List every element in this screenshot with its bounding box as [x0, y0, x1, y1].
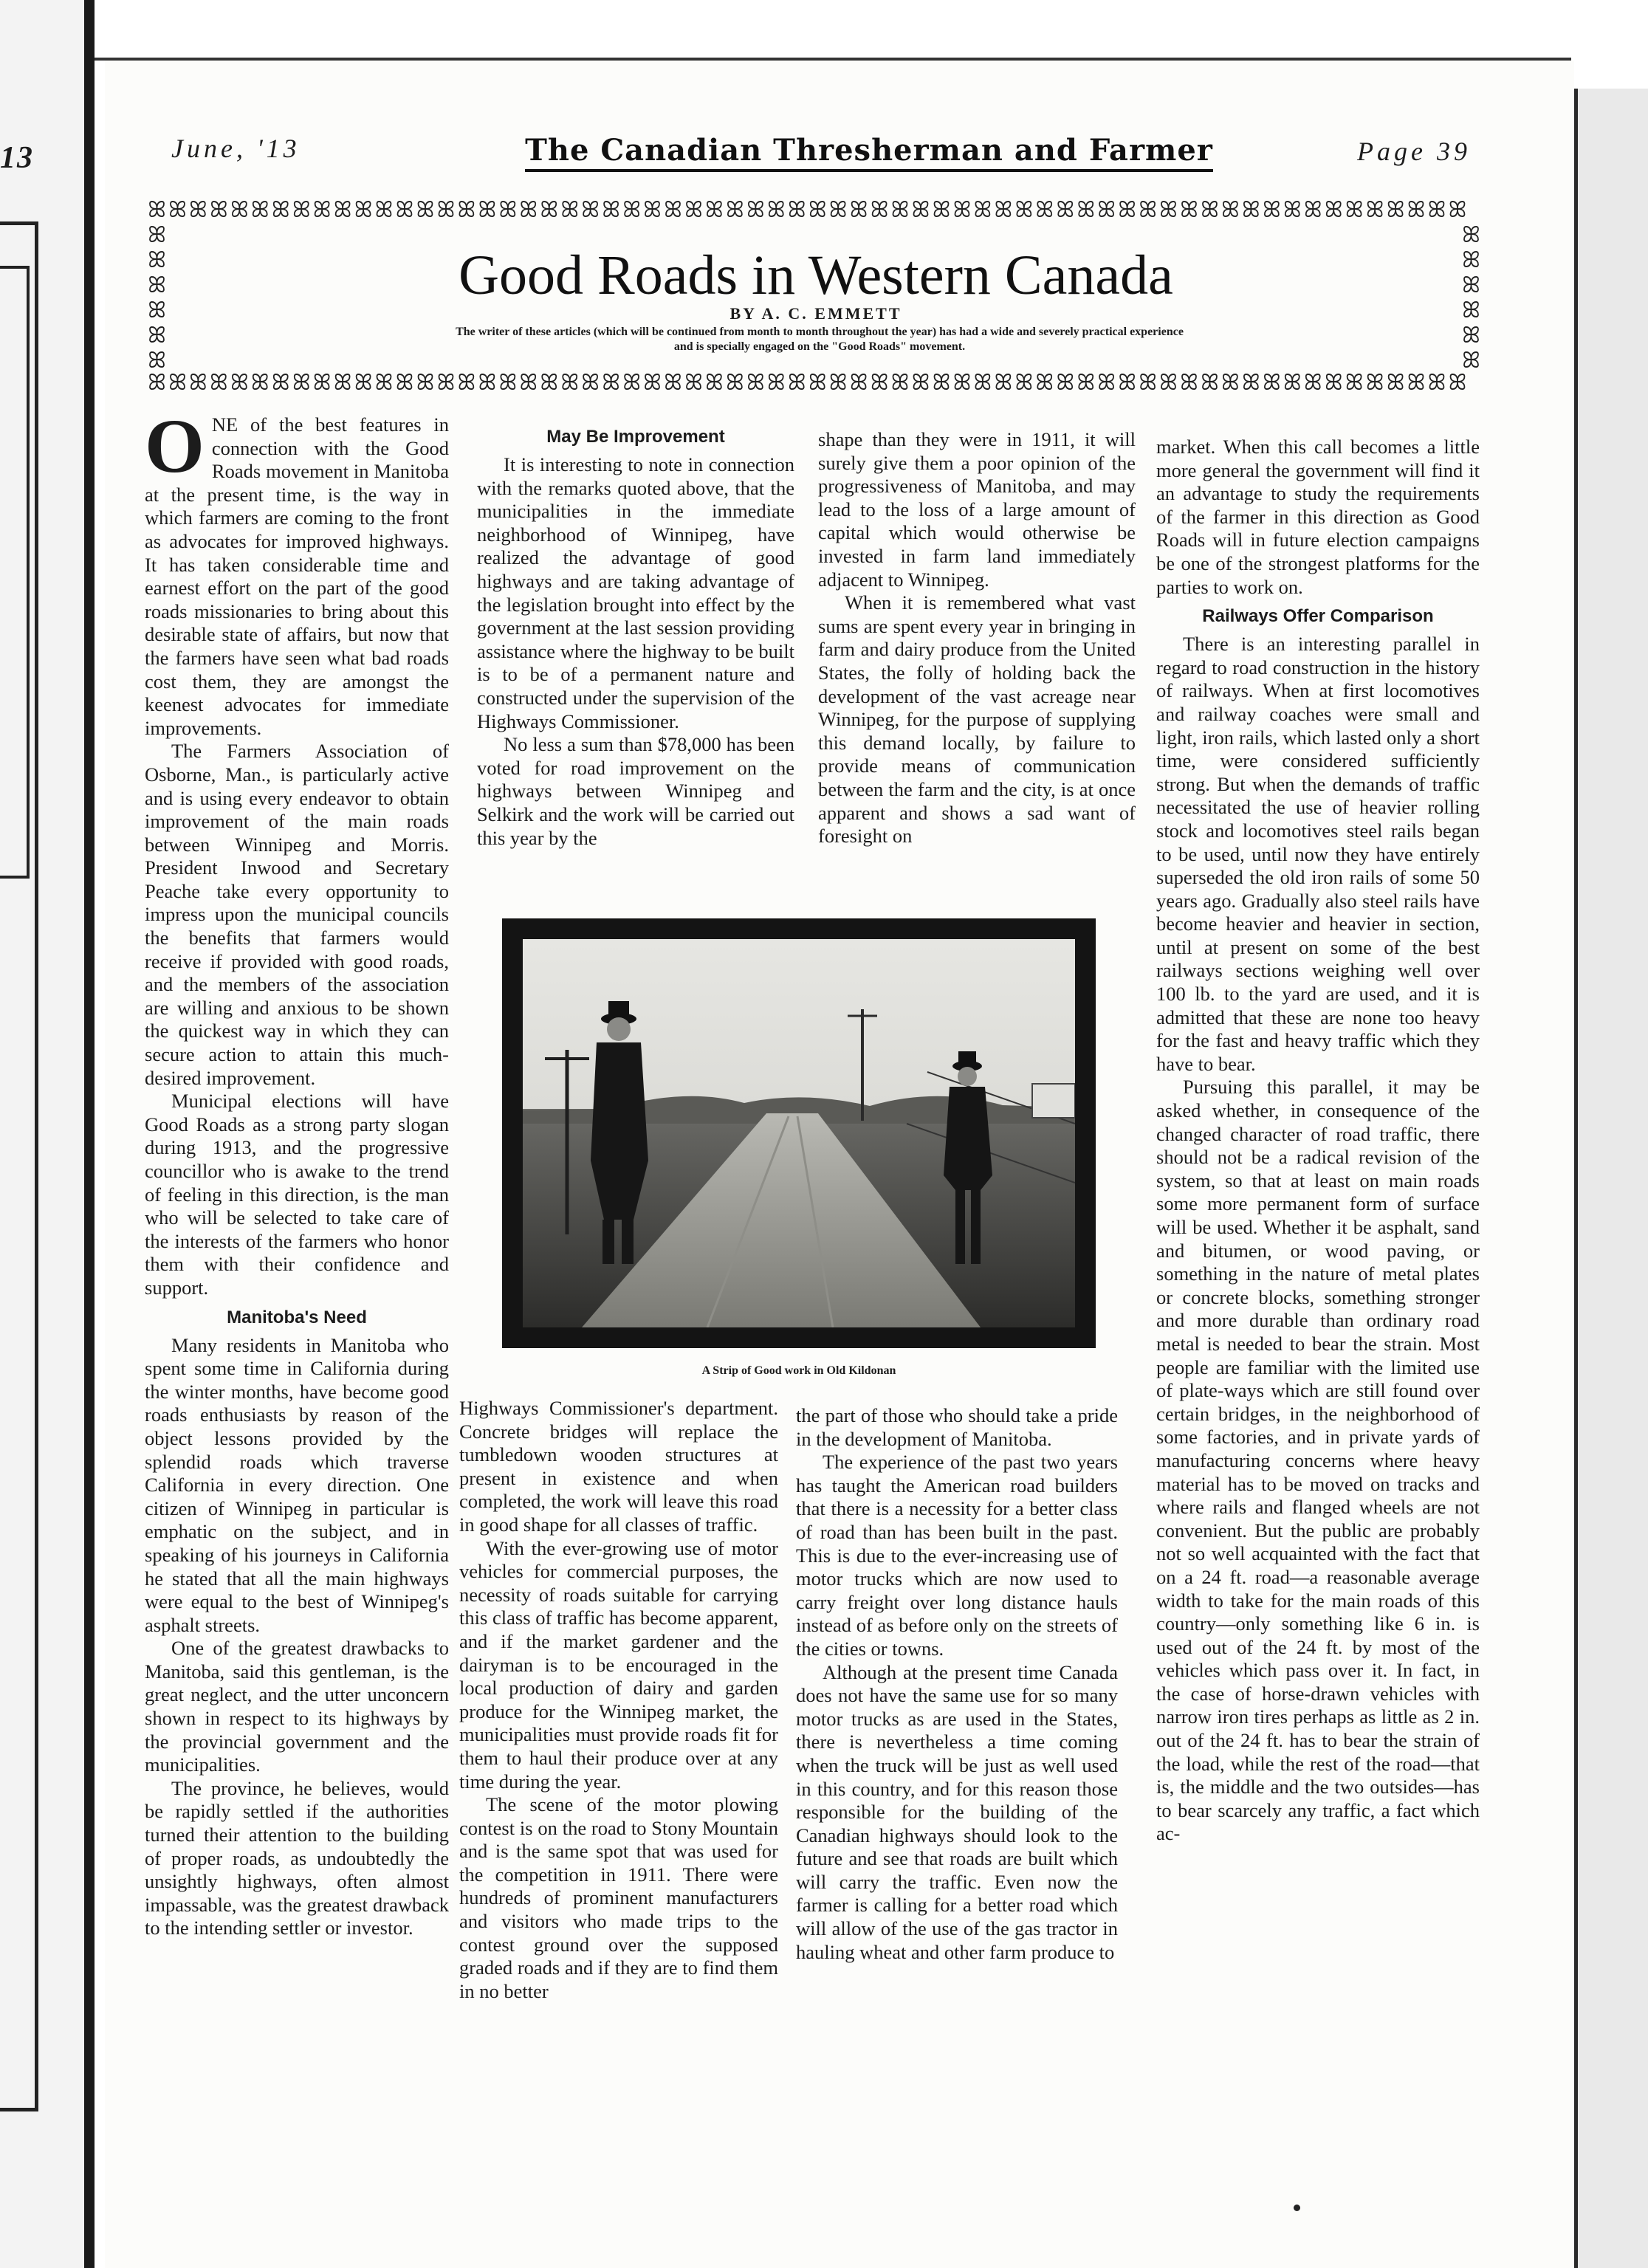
paragraph: The scene of the motor plowing contest is on the road to Stony Mountain and is the same spot that was used for the competition in 1911. There were hundreds of prominent manufacturers and visitors who made trips to the contest ground over the supposed graded roads and if they are to find them in no better — [459, 1793, 778, 2002]
ornament-border-right: ꕤ ꕤ ꕤ ꕤ ꕤ ꕤ — [1462, 223, 1480, 371]
paragraph: When it is remembered what vast sums are spent every year in bringing in farm and dairy produce from the United States, the folly of holding back the development of the vast acreage near Winnipeg, for the purpose of supplying this demand locally, by failure to provide means of communication between the farm and the city, is at once apparent and shows a sad want of foresight on — [818, 591, 1136, 848]
facing-page-inner-frame — [0, 266, 30, 879]
photo-caption: A Strip of Good work in Old Kildonan — [701, 1364, 896, 1377]
editor-note — [340, 325, 1299, 354]
column-3-top — [818, 428, 1136, 848]
paragraph: Pursuing this parallel, it may be asked whether, in consequence of the changed character of road traffic, there should not be a radical revision of the system, so that at least on main roads some more permanent form of surface will be used. Whether it be asphalt, sand and bitumen, or wood paving, or something in the nature of metal plates or concrete blocks, something stronger and more durable than ordinary road metal is needed to bear the strain. Most people are familiar with the limited use of plate-ways which are still found over certain bridges, in the neighborhood of some factories, and in private yards of manufacturing concerns where heavy material has to be moved on tracks and where rails and flanged wheels are not convenient. But the public are probably not so well acquainted with the fact that on a 24 ft. road—a reasonable average width to take for the main roads of this country—only something like 6 in. is used out of the 24 ft. by most of the vehicles which pass over it. In fact, in the case of horse-drawn vehicles with narrow iron tires perhaps as little as 2 in. out of the 24 ft. has to bear the strain of the load, while the rest of the road—that is, the middle and the two outsides—has to bear scarcely any traffic, a fact which ac- — [1156, 1076, 1480, 1845]
issue-date: June, '13 — [171, 134, 301, 163]
publication-name: The Canadian Thresherman and Farmer — [525, 133, 1213, 172]
title-panel — [148, 198, 1484, 399]
paragraph: Highways Commissioner's department. Concrete bridges will replace the tumbledown wooden structures at present in existence and when completed, the work will leave this road in good shape for all classes of traffic. — [459, 1397, 778, 1536]
ornament-border-bottom: ꕤꕤꕤꕤꕤꕤꕤꕤꕤꕤꕤꕤꕤꕤꕤꕤꕤꕤꕤꕤꕤꕤꕤꕤꕤꕤꕤꕤꕤꕤꕤꕤꕤꕤꕤꕤꕤꕤꕤꕤꕤꕤꕤꕤꕤꕤꕤꕤꕤꕤꕤꕤꕤꕤꕤꕤꕤꕤꕤꕤꕤꕤꕤꕤ — [148, 371, 1469, 396]
distant-building — [1032, 1084, 1075, 1118]
facing-page-number: 13 — [0, 141, 34, 175]
paragraph: It is interesting to note in connection with the remarks quoted above, that the municipalities in the immediate neighborhood of Winnipeg, have realized the advantage of good highways and are taking advantage of the legislation brought into effect by the government at the last session providing assistance where the highway to be built is to be of a permanent nature and constructed under the supervision of the Highways Commissioner. — [477, 453, 794, 732]
paragraph: With the ever-growing use of motor vehicles for commercial purposes, the necessity of roads suitable for carrying this class of traffic has become apparent, and if the market gardener and the dairyman is to be encouraged in the local production of dairy and garden produce for the Winnipeg market, the municipalities must provide roads fit for them to haul their produce over at any time during the year. — [459, 1536, 778, 1793]
paragraph: the part of those who should take a pride in the development of Manitoba. — [796, 1404, 1118, 1450]
paragraph: The experience of the past two years has taught the American road builders that there is a necessity for a better class of road than has been built in the past. This is due to the ever-increasing use of motor trucks which are now used to carry freight over long distance hauls instead of as before only on the streets of the cities or towns. — [796, 1451, 1118, 1660]
paragraph: Many residents in Manitoba who spent some time in California during the winter months, have become good roads enthusiasts by reason of the object lessons provided by the splendid roads which traverse California in every direction. One citizen of Winnipeg in particular is emphatic on the subject, and in speaking of his journeys in California he stated that all the main highways were equal to the best of Winnipeg's asphalt streets. — [145, 1333, 449, 1636]
paragraph: There is an interesting parallel in regard to road construction in the history of railways. When at first locomotives and railway coaches were small and light, iron rails, which lasted only a short time, were considered sufficiently strong. But when the demands of traffic necessitated the use of heavier rolling stock and locomotives steel rails began to be used, until now they have entirely superseded the old iron rails of some 50 years ago. Gradually also steel rails have become heavier and heavier in section, until at present on some of the best railways sections weighing well over 100 lb. to the yard are used, and it is admitted that these are none too heavy for the fast and heavy traffic which they have to bear. — [1156, 633, 1480, 1075]
drop-cap: O — [145, 404, 205, 489]
editor-note-line-1: The writer of these articles (which will be continued from month to month throughout the year) has had a wide and severely practical experience — [456, 326, 1184, 338]
facing-page — [0, 0, 95, 2268]
column-4 — [1156, 436, 1480, 1846]
paragraph: The province, he believes, would be rapidly settled if the authorities turned their attention to the building of proper roads, as undoubtedly the unsightly highways, often almost impassable, was the greatest drawback to the intending settler or investor. — [145, 1776, 449, 1939]
page-number: Page 39 — [1357, 137, 1471, 166]
section-heading-may-be-improvement: May Be Improvement — [546, 427, 725, 447]
running-head — [105, 133, 1493, 185]
column-2-bottom — [459, 1397, 778, 2003]
page-edge — [1574, 89, 1648, 2268]
article-byline: BY A. C. EMMETT — [729, 304, 902, 323]
column-1 — [145, 404, 449, 1940]
paragraph: The Farmers Association of Osborne, Man., is particularly active and is using every endeavor to obtain improvement of the main roads between Winnipeg and Morris. President Inwood and Secretary Peache take every opportunity to impress upon the municipal councils the benefits that farmers would receive if provided with good roads, and the members of the association are willing and anxious to be shown the quickest way in which they can secure action to attain this much-desired improvement. — [145, 740, 449, 1089]
publication-masthead — [444, 133, 1294, 168]
road-photograph — [523, 939, 1075, 1327]
column-2-top — [477, 419, 794, 850]
paragraph: One of the greatest drawbacks to Manitoba, said this gentleman, is the great neglect, and the utter unconcern shown in respect to its highways by the provincial government and the municipalities. — [145, 1637, 449, 1776]
paragraph: No less a sum than $78,000 has been voted for road improvement on the highways between Winnipeg and Selkirk and the work will be carried out this year by the — [477, 733, 794, 849]
ornament-border-top: ꕤꕤꕤꕤꕤꕤꕤꕤꕤꕤꕤꕤꕤꕤꕤꕤꕤꕤꕤꕤꕤꕤꕤꕤꕤꕤꕤꕤꕤꕤꕤꕤꕤꕤꕤꕤꕤꕤꕤꕤꕤꕤꕤꕤꕤꕤꕤꕤꕤꕤꕤꕤꕤꕤꕤꕤꕤꕤꕤꕤꕤꕤꕤꕤ — [148, 198, 1469, 223]
paragraph: market. When this call becomes a little more general the government will find it an advantage to study the requirements of the farmer in this direction as Good Roads will in future election campaigns be one of the strongest platforms for the parties to work on. — [1156, 436, 1480, 598]
article-title: Good Roads in Western Canada — [459, 244, 1173, 306]
paragraph: Although at the present time Canada does not have the same use for so many motor trucks as are used in the States, there is nevertheless a time coming when the truck will be just as well used in this country, and for this reason those responsible for the building of the Canadian highways should look to the future and see that roads are built which will carry the traffic. Even now the farmer is calling for a better road which will allow of the use of the gas tractor in hauling wheat and other farm produce to — [796, 1660, 1118, 1963]
column-3-bottom — [796, 1404, 1118, 1964]
section-heading-railways-offer-comparison: Railways Offer Comparison — [1202, 606, 1434, 627]
ornament-border-left: ꕤ ꕤ ꕤ ꕤ ꕤ ꕤ — [148, 223, 166, 371]
editor-note-line-2: and is specially engaged on the "Good Roads" movement. — [673, 340, 966, 353]
paragraph: shape than they were in 1911, it will surely give them a poor opinion of the progressiveness of Manitoba, and may lead to the loss of a large amount of capital which would otherwise be invested in farm land immediately adjacent to Winnipeg. — [818, 428, 1136, 591]
photograph-frame — [502, 918, 1096, 1348]
section-heading-manitobas-need: Manitoba's Need — [227, 1307, 367, 1327]
paragraph: NE of the best features in connection with the Good Roads movement in Manitoba at the present time, is the way in which farmers are coming to the front as advocates for improved highways. It has taken considerable time and earnest effort on the part of the good roads missionaries to bring about this desirable state of affairs, but now that the farmers have seen what bad roads cost them, they are amongst the keenest advocates for immediate improvements. — [145, 413, 449, 739]
paragraph: Municipal elections will have Good Roads as a strong party slogan during 1913, and the progressive councillor who is awake to the trend of feeling in this direction, is the man who will be selected to take care of the interests of the farmers who honor them with their confidence and support. — [145, 1090, 449, 1299]
print-speck — [1294, 2205, 1300, 2211]
